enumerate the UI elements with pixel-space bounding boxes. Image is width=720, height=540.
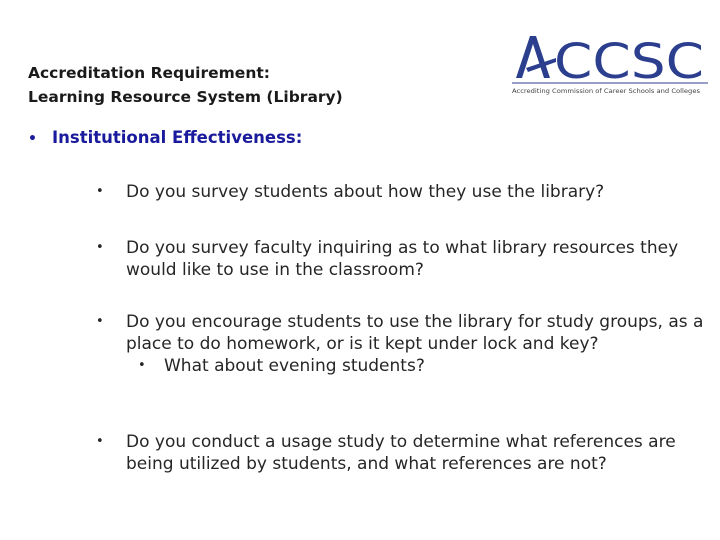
logo-a-mark [516, 36, 550, 78]
logo-text: CCSC [554, 34, 704, 90]
title-line-1: Accreditation Requirement: [28, 64, 270, 82]
sub-list-item-text: What about evening students? [164, 356, 425, 376]
logo-tagline: Accrediting Commission of Career Schools and Colleges [512, 88, 700, 95]
sub-bullet: • [138, 358, 146, 373]
list-item-text: Do you survey faculty inquiring as to what library resources they would like to use in the classroom? [126, 238, 679, 280]
list-item [94, 237, 704, 281]
list-item [94, 311, 704, 377]
list-item-text: Do you conduct a usage study to determine what references are being utilized by students, and what references are not? [126, 432, 676, 474]
list-item [94, 181, 704, 203]
list-item [94, 431, 704, 475]
bullet: • [96, 184, 104, 199]
section-label: Institutional Effectiveness: [52, 128, 303, 147]
list-item-text: Do you encourage students to use the library for study groups, as a place to do homework, or is it kept under lock and key? [126, 312, 704, 354]
bullet: • [96, 240, 104, 255]
slide-title [28, 61, 343, 109]
bullet: • [96, 314, 104, 329]
section-bullet: • [28, 131, 37, 147]
section-heading [28, 128, 302, 147]
accsc-logo [512, 28, 708, 98]
sub-list-item [136, 355, 704, 377]
bullet: • [96, 434, 104, 449]
title-line-2: Learning Resource System (Library) [28, 88, 343, 106]
list-item-text: Do you survey students about how they use the library? [126, 182, 605, 202]
